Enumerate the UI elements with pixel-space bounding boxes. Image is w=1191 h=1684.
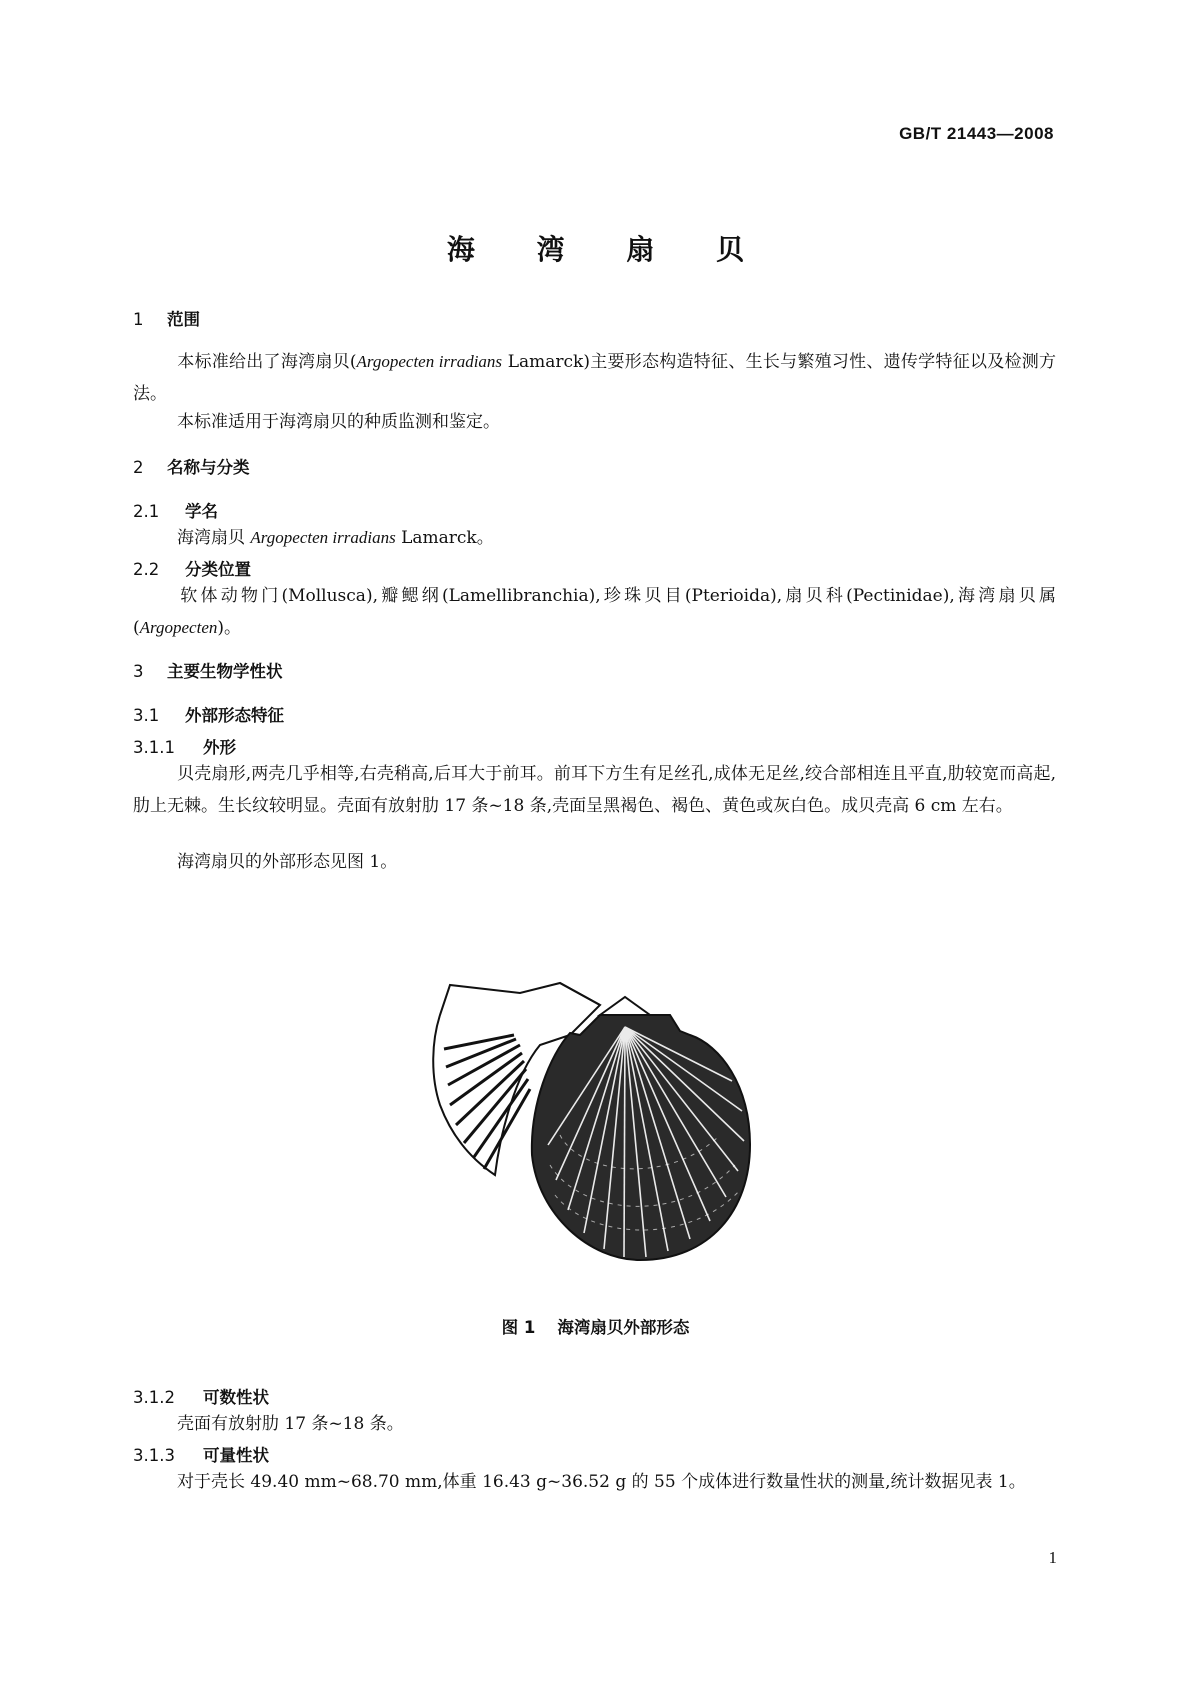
latin-name: Argopecten irradians	[250, 528, 396, 547]
figure-label: 图 1	[501, 1318, 536, 1337]
section-title: 范围	[167, 310, 200, 329]
section-heading-2: 2 名称与分类	[133, 458, 250, 477]
standard-code: GB/T 21443—2008	[899, 124, 1054, 143]
paragraph-countable-traits: 壳面有放射肋 17 条~18 条。	[177, 1414, 404, 1434]
subsection-heading-2-1: 2.1 学名	[133, 502, 218, 521]
paragraph-scientific-name: 海湾扇贝 Argopecten irradians Lamarck。	[177, 528, 494, 548]
subsection-heading-3-1-1: 3.1.1 外形	[133, 738, 236, 757]
subsection-heading-3-1: 3.1 外部形态特征	[133, 706, 284, 725]
subsection-heading-3-1-2: 3.1.2 可数性状	[133, 1388, 269, 1407]
page-title: 海 湾 扇 贝	[446, 233, 771, 266]
figure-title: 海湾扇贝外部形态	[557, 1318, 690, 1337]
section-heading-3: 3 主要生物学性状	[133, 662, 283, 681]
section-heading-1	[133, 306, 200, 330]
scallop-illustration	[420, 975, 780, 1265]
page-number: 1	[1048, 1548, 1057, 1567]
subsection-heading-3-1-3: 3.1.3 可量性状	[133, 1446, 269, 1465]
section-number: 1	[133, 310, 144, 329]
paragraph-scope-2: 本标准适用于海湾扇贝的种质监测和鉴定。	[177, 412, 500, 432]
latin-name: Argopecten	[139, 618, 218, 637]
paragraph-shape: 贝壳扇形,两壳几乎相等,右壳稍高,后耳大于前耳。前耳下方生有足丝孔,成体无足丝,绞合部相连且平直,肋较宽而高起,肋上无棘。生长纹较明显。壳面有放射肋 17 条~18 条,壳面呈黑褐色、褐色、黄色或灰白色。成贝壳高 6 cm 左右。	[133, 764, 1056, 816]
paragraph-scope-1: 本标准给出了海湾扇贝(Argopecten irradians Lamarck)主要形态构造特征、生长与繁殖习性、遗传学特征以及检测方法。	[133, 352, 1056, 404]
paragraph-taxonomy: 软体动物门(Mollusca),瓣鳃纲(Lamellibranchia),珍珠贝目(Pterioida),扇贝科(Pectinidae),海湾扇贝属(Argopecten)。	[133, 586, 1056, 638]
paragraph-measurable-traits: 对于壳长 49.40 mm~68.70 mm,体重 16.43 g~36.52 g 的 55 个成体进行数量性状的测量,统计数据见表 1。	[177, 1472, 1026, 1492]
figure-caption	[0, 1314, 1191, 1338]
paragraph-figure-ref: 海湾扇贝的外部形态见图 1。	[177, 852, 398, 872]
latin-name: Argopecten irradians	[356, 352, 503, 371]
subsection-heading-2-2: 2.2 分类位置	[133, 560, 251, 579]
